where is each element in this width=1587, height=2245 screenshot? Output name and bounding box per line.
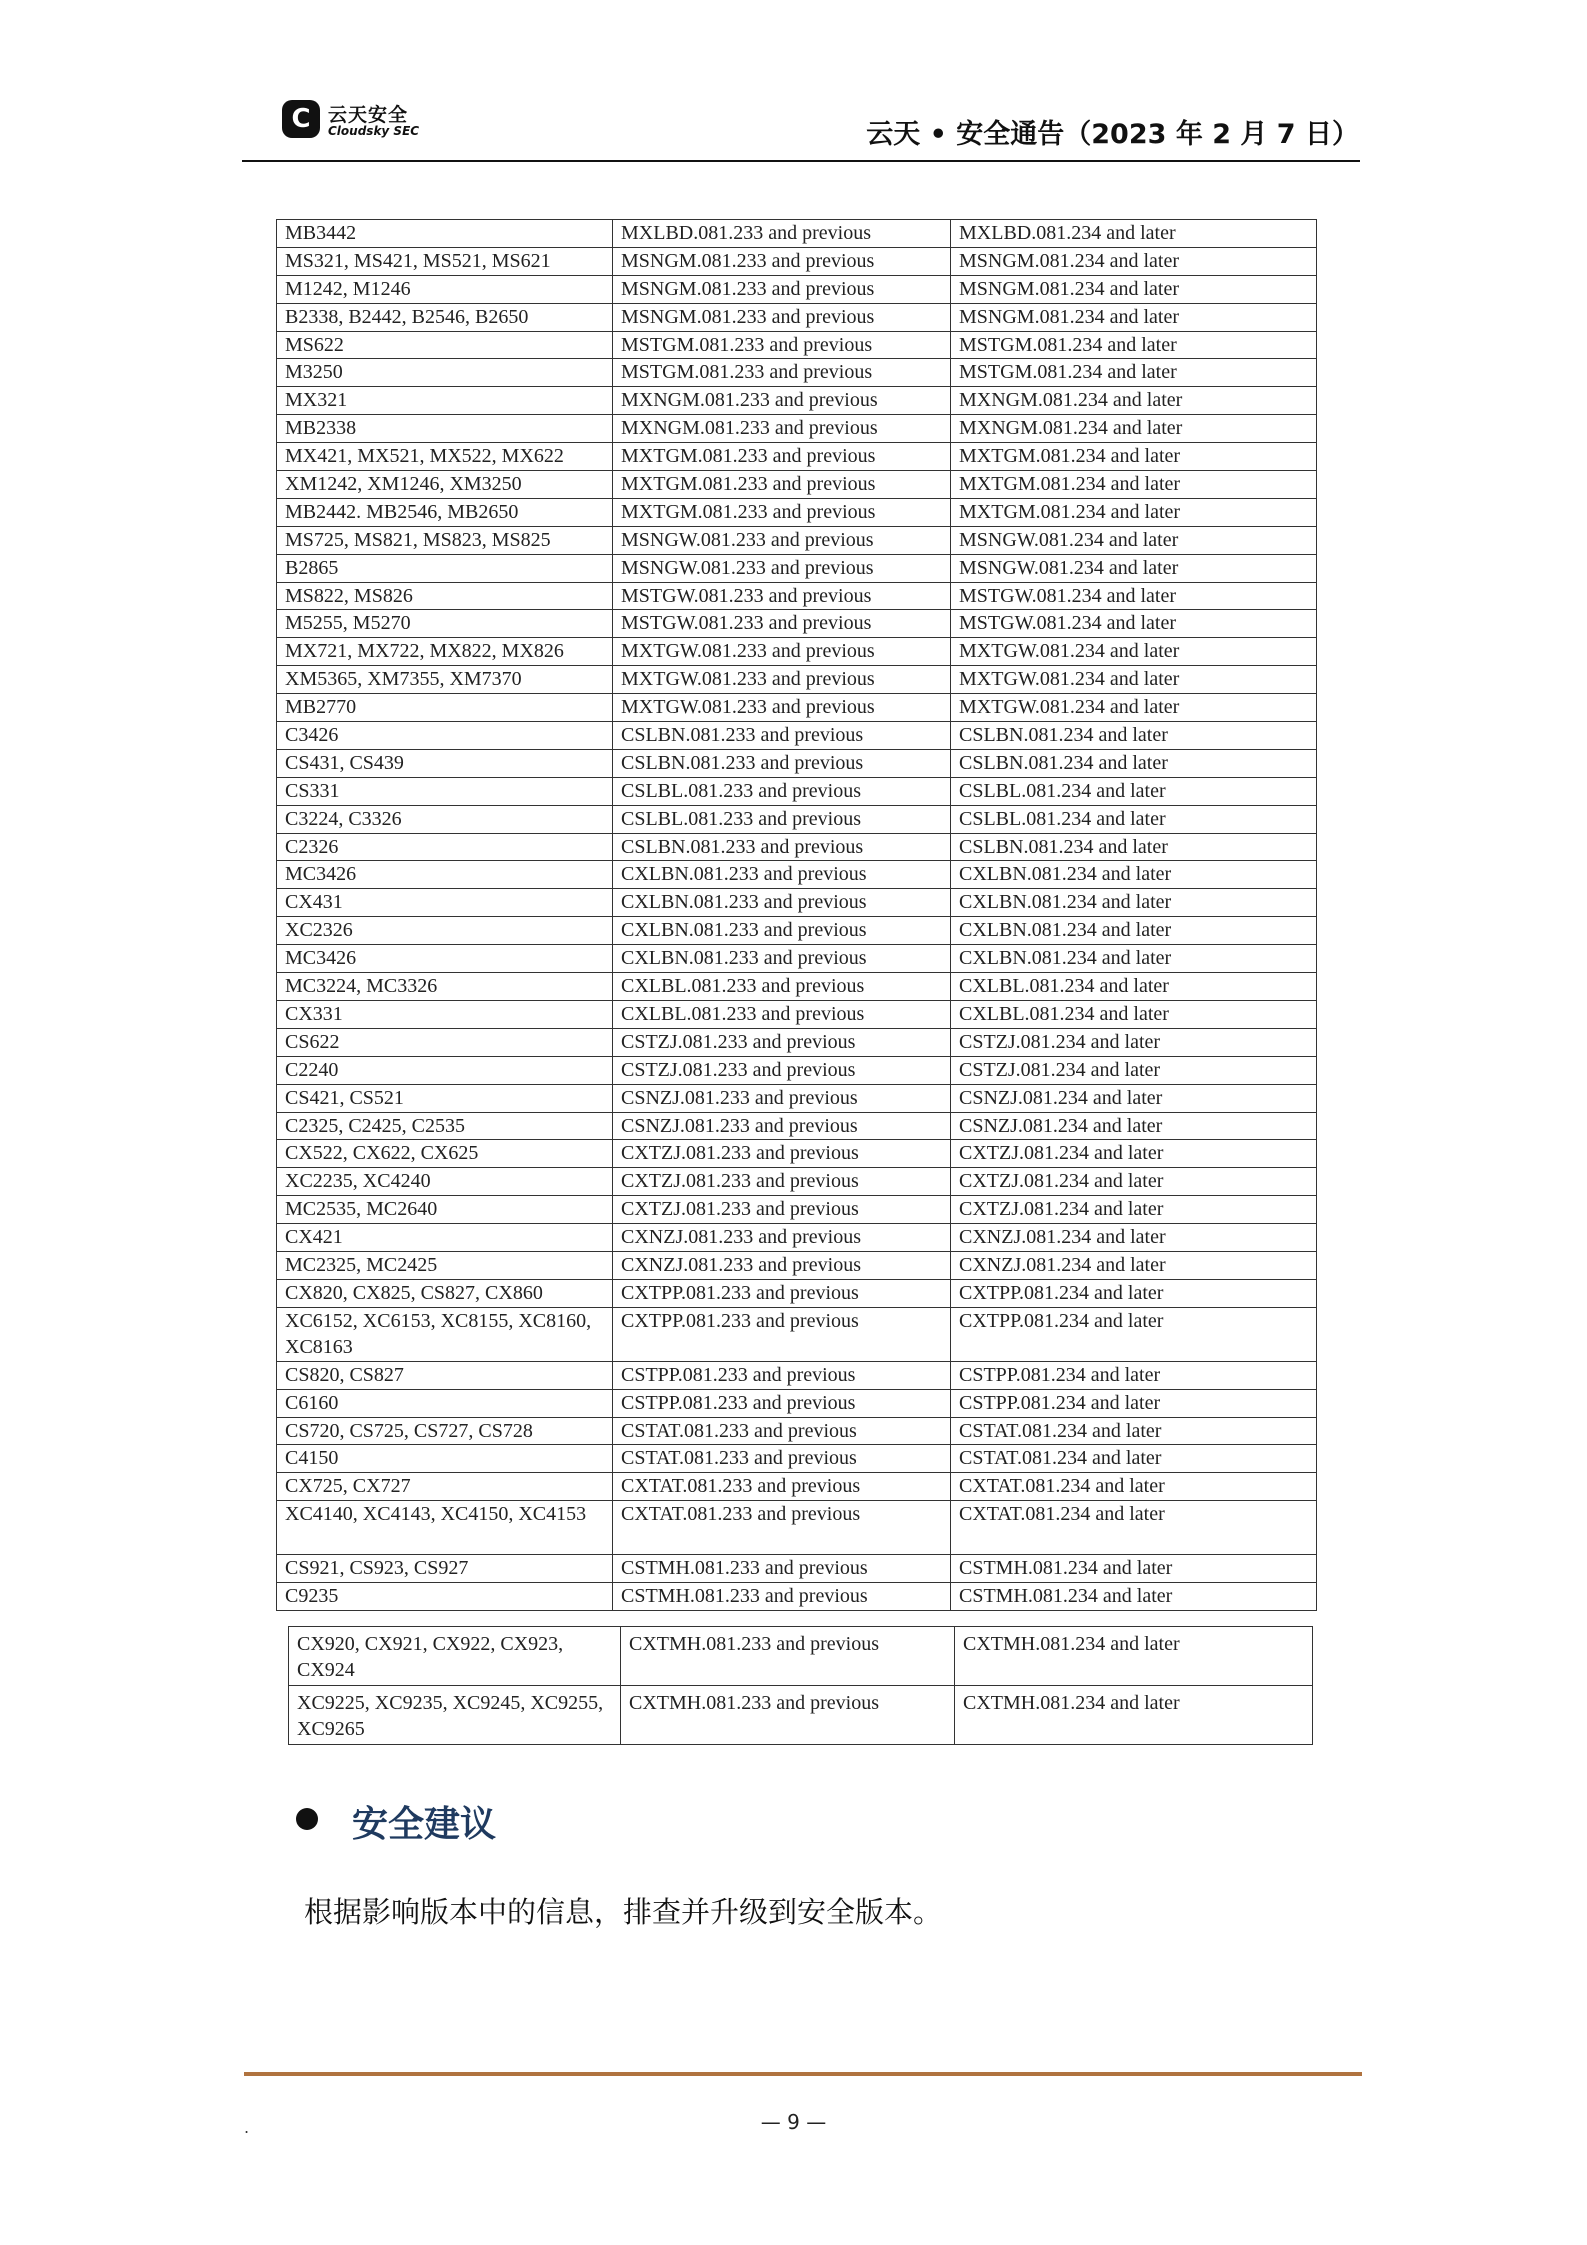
cloudsky-logo-icon: C [282,100,320,138]
table-row [277,1473,1317,1501]
affected-versions-table-continued-body [289,1627,1313,1745]
fixed-version-cell: CSTPP.081.234 and later [951,1361,1317,1389]
table-row [277,1389,1317,1417]
fixed-version-cell: CSLBN.081.234 and later [951,749,1317,777]
affected-version-cell: MXTGW.081.233 and previous [613,638,951,666]
model-cell: B2865 [277,554,613,582]
affected-version-cell: CSTZJ.081.233 and previous [613,1056,951,1084]
table-row [277,1445,1317,1473]
table-row [277,387,1317,415]
model-cell: CS720, CS725, CS727, CS728 [277,1417,613,1445]
fixed-version-cell: CXTZJ.081.234 and later [951,1168,1317,1196]
table-row [277,638,1317,666]
fixed-version-cell: CXLBL.081.234 and later [951,973,1317,1001]
table-row [277,1583,1317,1611]
model-cell: CS622 [277,1028,613,1056]
model-cell: M5255, M5270 [277,610,613,638]
affected-version-cell: CSTMH.081.233 and previous [613,1555,951,1583]
model-cell: MB2338 [277,415,613,443]
model-cell: CS820, CS827 [277,1361,613,1389]
fixed-version-cell: CSNZJ.081.234 and later [951,1112,1317,1140]
fixed-version-cell: MSTGM.081.234 and later [951,331,1317,359]
affected-version-cell: CSTAT.081.233 and previous [613,1417,951,1445]
affected-version-cell: CXLBL.081.233 and previous [613,1000,951,1028]
affected-version-cell: CXTAT.081.233 and previous [613,1501,951,1555]
table-row [277,1361,1317,1389]
model-cell: MX721, MX722, MX822, MX826 [277,638,613,666]
fixed-version-cell: CSTAT.081.234 and later [951,1417,1317,1445]
table-row [277,861,1317,889]
table-row [277,1501,1317,1555]
model-cell: XC2235, XC4240 [277,1168,613,1196]
model-cell: MC3426 [277,861,613,889]
fixed-version-cell: CXTMH.081.234 and later [955,1686,1313,1745]
model-cell: MC3426 [277,945,613,973]
table-row [277,1196,1317,1224]
model-cell: CX331 [277,1000,613,1028]
fixed-version-cell: MSNGM.081.234 and later [951,303,1317,331]
model-cell: M1242, M1246 [277,275,613,303]
model-cell: CS421, CS521 [277,1084,613,1112]
fixed-version-cell: CXTAT.081.234 and later [951,1473,1317,1501]
affected-version-cell: MSTGW.081.233 and previous [613,582,951,610]
fixed-version-cell: CXNZJ.081.234 and later [951,1224,1317,1252]
affected-version-cell: CXLBL.081.233 and previous [613,973,951,1001]
model-cell: XC6152, XC6153, XC8155, XC8160, XC8163 [277,1307,613,1361]
model-cell: XC9225, XC9235, XC9245, XC9255, XC9265 [289,1686,621,1745]
model-cell: C2326 [277,833,613,861]
fixed-version-cell: MSNGM.081.234 and later [951,247,1317,275]
affected-version-cell: MSNGM.081.233 and previous [613,303,951,331]
affected-version-cell: MXLBD.081.233 and previous [613,220,951,248]
affected-version-cell: MXTGM.081.233 and previous [613,443,951,471]
affected-version-cell: CSLBN.081.233 and previous [613,833,951,861]
table-row [277,805,1317,833]
table-row [277,1279,1317,1307]
table-row [277,1224,1317,1252]
fixed-version-cell: MSNGW.081.234 and later [951,554,1317,582]
model-cell: C2240 [277,1056,613,1084]
affected-version-cell: MXTGM.081.233 and previous [613,498,951,526]
model-cell: B2338, B2442, B2546, B2650 [277,303,613,331]
affected-version-cell: CSLBN.081.233 and previous [613,749,951,777]
affected-version-cell: CXTZJ.081.233 and previous [613,1168,951,1196]
table-row [277,331,1317,359]
fixed-version-cell: CSTZJ.081.234 and later [951,1028,1317,1056]
affected-version-cell: CXTMH.081.233 and previous [621,1627,955,1686]
fixed-version-cell: MXTGW.081.234 and later [951,638,1317,666]
table-row [277,917,1317,945]
affected-version-cell: MXNGM.081.233 and previous [613,387,951,415]
fixed-version-cell: CXLBL.081.234 and later [951,1000,1317,1028]
table-row [289,1686,1313,1745]
table-row [277,973,1317,1001]
table-row [277,526,1317,554]
header-divider [242,160,1360,162]
affected-version-cell: CXLBN.081.233 and previous [613,889,951,917]
table-row [277,749,1317,777]
fixed-version-cell: CSLBL.081.234 and later [951,805,1317,833]
table-row [277,777,1317,805]
footer-divider [244,2072,1362,2076]
page-number: — 9 — [760,2110,827,2134]
page-header-title: 云天 • 安全通告（2023 年 2 月 7 日） [866,119,1359,150]
footer-dot: . [244,2118,250,2137]
affected-version-cell: CXTZJ.081.233 and previous [613,1140,951,1168]
fixed-version-cell: CXTMH.081.234 and later [955,1627,1313,1686]
table-row [277,1000,1317,1028]
fixed-version-cell: MXTGM.081.234 and later [951,498,1317,526]
fixed-version-cell: CSTPP.081.234 and later [951,1389,1317,1417]
model-cell: XM1242, XM1246, XM3250 [277,471,613,499]
fixed-version-cell: MXNGM.081.234 and later [951,415,1317,443]
logo [282,100,442,146]
table-row [277,275,1317,303]
affected-version-cell: CXTZJ.081.233 and previous [613,1196,951,1224]
model-cell: CX820, CX825, CS827, CX860 [277,1279,613,1307]
affected-version-cell: CSTZJ.081.233 and previous [613,1028,951,1056]
model-cell: MC2535, MC2640 [277,1196,613,1224]
model-cell: CX522, CX622, CX625 [277,1140,613,1168]
affected-version-cell: MSNGW.081.233 and previous [613,554,951,582]
model-cell: C3426 [277,722,613,750]
affected-version-cell: MSNGW.081.233 and previous [613,526,951,554]
fixed-version-cell: CXTZJ.081.234 and later [951,1140,1317,1168]
model-cell: MS321, MS421, MS521, MS621 [277,247,613,275]
model-cell: MX321 [277,387,613,415]
table-row [277,498,1317,526]
affected-version-cell: CXLBN.081.233 and previous [613,945,951,973]
table-row [277,833,1317,861]
model-cell: CX920, CX921, CX922, CX923, CX924 [289,1627,621,1686]
table-row [277,1555,1317,1583]
logo-english-text: Cloudsky SEC [328,124,420,138]
fixed-version-cell: CXTPP.081.234 and later [951,1279,1317,1307]
fixed-version-cell: CXTAT.081.234 and later [951,1501,1317,1555]
affected-version-cell: CXTAT.081.233 and previous [613,1473,951,1501]
table-row [277,610,1317,638]
table-row [277,1307,1317,1361]
table-row [277,1251,1317,1279]
table-row [277,889,1317,917]
fixed-version-cell: CXLBN.081.234 and later [951,945,1317,973]
model-cell: CS921, CS923, CS927 [277,1555,613,1583]
table-row [277,303,1317,331]
model-cell: CX725, CX727 [277,1473,613,1501]
section-title: 安全建议 [352,1804,497,1845]
table-row [277,1417,1317,1445]
affected-version-cell: CSNZJ.081.233 and previous [613,1084,951,1112]
fixed-version-cell: CXNZJ.081.234 and later [951,1251,1317,1279]
model-cell: MB3442 [277,220,613,248]
model-cell: C3224, C3326 [277,805,613,833]
table-row [277,945,1317,973]
model-cell: MS725, MS821, MS823, MS825 [277,526,613,554]
model-cell: MX421, MX521, MX522, MX622 [277,443,613,471]
model-cell: CX421 [277,1224,613,1252]
model-cell: CX431 [277,889,613,917]
affected-version-cell: CSLBL.081.233 and previous [613,777,951,805]
model-cell: MB2770 [277,694,613,722]
fixed-version-cell: CSLBN.081.234 and later [951,833,1317,861]
model-cell: C9235 [277,1583,613,1611]
table-row [277,220,1317,248]
fixed-version-cell: MXTGM.081.234 and later [951,443,1317,471]
fixed-version-cell: CSLBL.081.234 and later [951,777,1317,805]
affected-version-cell: CXNZJ.081.233 and previous [613,1224,951,1252]
affected-version-cell: MSNGM.081.233 and previous [613,275,951,303]
table-row [277,666,1317,694]
affected-versions-table-body [277,220,1317,1611]
affected-version-cell: CXLBN.081.233 and previous [613,861,951,889]
fixed-version-cell: MXTGW.081.234 and later [951,666,1317,694]
fixed-version-cell: MSTGW.081.234 and later [951,582,1317,610]
fixed-version-cell: MXTGW.081.234 and later [951,694,1317,722]
affected-version-cell: MXNGM.081.233 and previous [613,415,951,443]
model-cell: MS622 [277,331,613,359]
table-row [277,1168,1317,1196]
affected-version-cell: CXTPP.081.233 and previous [613,1279,951,1307]
affected-version-cell: CSLBN.081.233 and previous [613,722,951,750]
table-row [277,1084,1317,1112]
affected-version-cell: MSNGM.081.233 and previous [613,247,951,275]
affected-version-cell: CXTPP.081.233 and previous [613,1307,951,1361]
fixed-version-cell: MSNGW.081.234 and later [951,526,1317,554]
affected-version-cell: CXLBN.081.233 and previous [613,917,951,945]
fixed-version-cell: MXNGM.081.234 and later [951,387,1317,415]
fixed-version-cell: CXTPP.081.234 and later [951,1307,1317,1361]
affected-versions-table-continued [288,1626,1313,1745]
affected-version-cell: CSTMH.081.233 and previous [613,1583,951,1611]
affected-version-cell: MXTGW.081.233 and previous [613,666,951,694]
table-row [277,443,1317,471]
fixed-version-cell: CSTZJ.081.234 and later [951,1056,1317,1084]
fixed-version-cell: CXLBN.081.234 and later [951,917,1317,945]
affected-version-cell: MSTGM.081.233 and previous [613,359,951,387]
model-cell: M3250 [277,359,613,387]
table-row [277,415,1317,443]
table-row [277,582,1317,610]
affected-version-cell: CSLBL.081.233 and previous [613,805,951,833]
fixed-version-cell: CSLBN.081.234 and later [951,722,1317,750]
table-row [277,359,1317,387]
affected-version-cell: MXTGM.081.233 and previous [613,471,951,499]
fixed-version-cell: MSNGM.081.234 and later [951,275,1317,303]
security-advice-text: 根据影响版本中的信息，排查并升级到安全版本。 [304,1895,943,1929]
affected-version-cell: CSTAT.081.233 and previous [613,1445,951,1473]
table-row [277,1028,1317,1056]
affected-version-cell: CSTPP.081.233 and previous [613,1389,951,1417]
affected-version-cell: CXNZJ.081.233 and previous [613,1251,951,1279]
model-cell: XC2326 [277,917,613,945]
model-cell: XM5365, XM7355, XM7370 [277,666,613,694]
fixed-version-cell: CSTMH.081.234 and later [951,1555,1317,1583]
model-cell: C2325, C2425, C2535 [277,1112,613,1140]
fixed-version-cell: CSTMH.081.234 and later [951,1583,1317,1611]
fixed-version-cell: CSTAT.081.234 and later [951,1445,1317,1473]
model-cell: C6160 [277,1389,613,1417]
bullet-icon [296,1808,318,1830]
affected-version-cell: CSNZJ.081.233 and previous [613,1112,951,1140]
model-cell: MC3224, MC3326 [277,973,613,1001]
table-row [277,1140,1317,1168]
affected-version-cell: CXTMH.081.233 and previous [621,1686,955,1745]
fixed-version-cell: MXTGM.081.234 and later [951,471,1317,499]
model-cell: CS431, CS439 [277,749,613,777]
table-row [277,694,1317,722]
model-cell: CS331 [277,777,613,805]
table-row [277,247,1317,275]
fixed-version-cell: MSTGM.081.234 and later [951,359,1317,387]
affected-version-cell: CSTPP.081.233 and previous [613,1361,951,1389]
affected-versions-table [276,219,1317,1611]
fixed-version-cell: CXLBN.081.234 and later [951,861,1317,889]
affected-version-cell: MXTGW.081.233 and previous [613,694,951,722]
fixed-version-cell: MXLBD.081.234 and later [951,220,1317,248]
model-cell: MC2325, MC2425 [277,1251,613,1279]
table-row [289,1627,1313,1686]
model-cell: MS822, MS826 [277,582,613,610]
model-cell: C4150 [277,1445,613,1473]
fixed-version-cell: CXTZJ.081.234 and later [951,1196,1317,1224]
affected-version-cell: MSTGM.081.233 and previous [613,331,951,359]
affected-version-cell: MSTGW.081.233 and previous [613,610,951,638]
model-cell: XC4140, XC4143, XC4150, XC4153 [277,1501,613,1555]
table-row [277,471,1317,499]
logo-chinese-text: 云天安全 [328,104,409,126]
table-row [277,1112,1317,1140]
model-cell: MB2442. MB2546, MB2650 [277,498,613,526]
table-row [277,1056,1317,1084]
table-row [277,554,1317,582]
table-row [277,722,1317,750]
fixed-version-cell: CXLBN.081.234 and later [951,889,1317,917]
fixed-version-cell: MSTGW.081.234 and later [951,610,1317,638]
fixed-version-cell: CSNZJ.081.234 and later [951,1084,1317,1112]
